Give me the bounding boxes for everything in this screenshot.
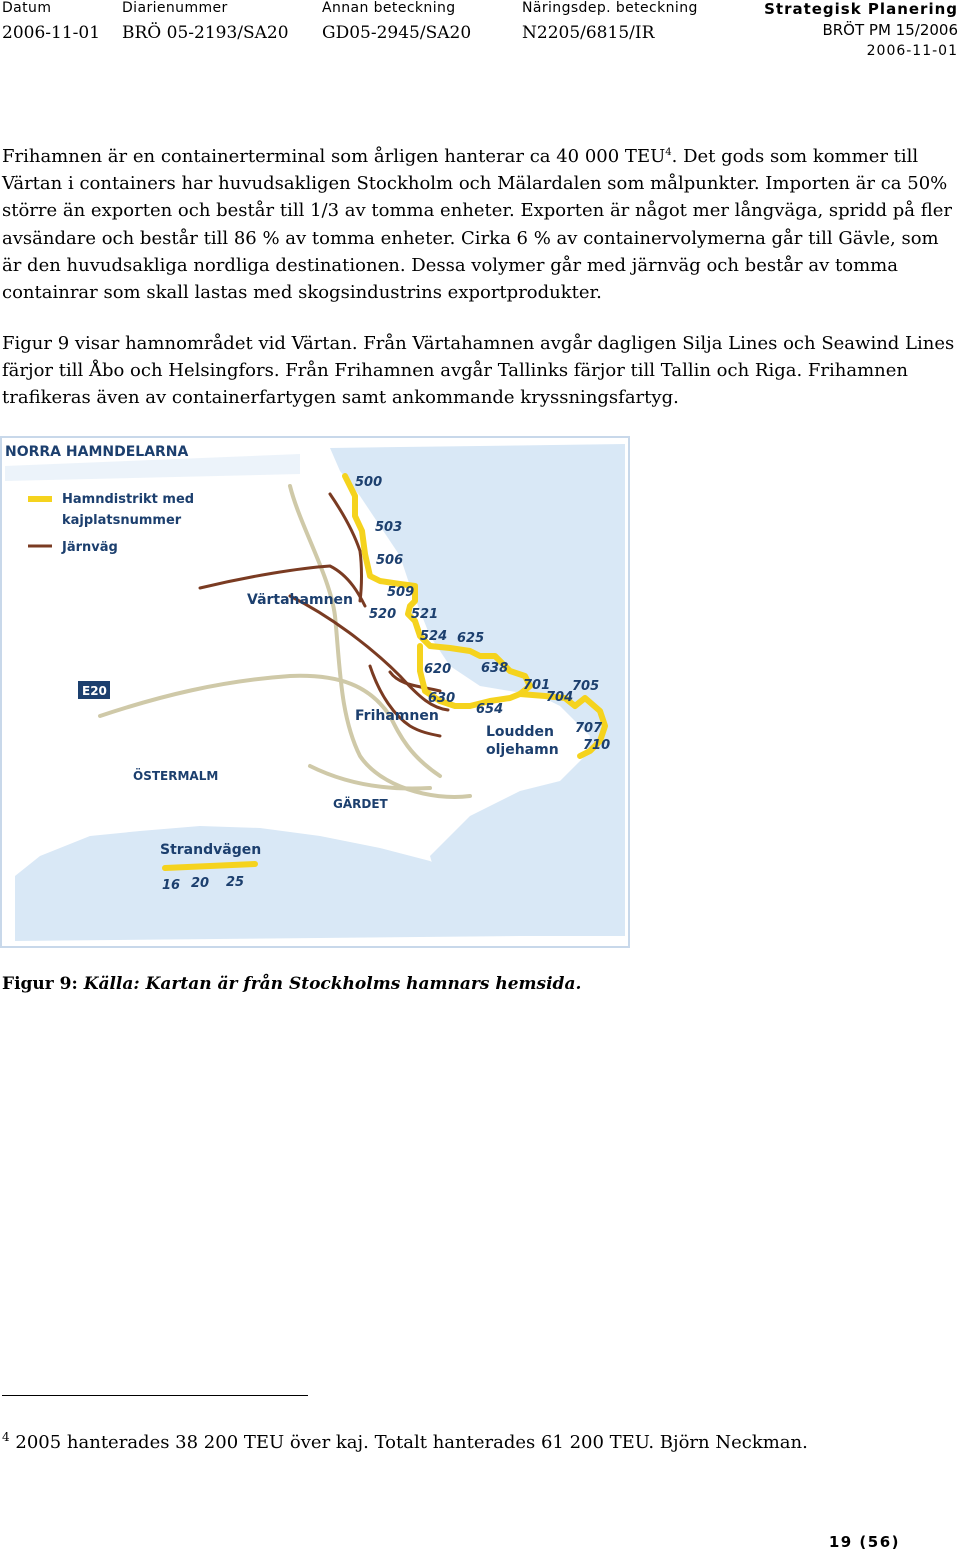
paragraph-text: Figur 9 visar hamnområdet vid Värtan. Från Värtahamnen avgår dagligen Silja Lines och Seawind Lines färjor till Åbo och Helsingfors. Från Frihamnen avgår Tallinks färjor till Tallin och Riga. Frihamnen trafikeras även av containerfartygen samt ankommande kryssningsfartyg. <box>2 333 955 409</box>
berth-25: 25 <box>226 875 245 890</box>
berth-521: 521 <box>411 607 439 622</box>
berth-707: 707 <box>575 721 603 736</box>
berth-509: 509 <box>387 585 415 600</box>
berth-520: 520 <box>369 607 397 622</box>
paragraph-frihamnen <box>2 143 958 306</box>
berth-710: 710 <box>583 738 611 753</box>
e20-label: E20 <box>82 684 107 698</box>
header-doc-id: BRÖT PM 15/2006 <box>822 21 958 39</box>
footnote-divider <box>2 1395 308 1396</box>
header-value-naringsdep: N2205/6815/IR <box>522 23 655 43</box>
legend-harbor-label-2: kajplatsnummer <box>62 513 182 528</box>
berth-503: 503 <box>375 520 403 535</box>
map-title: NORRA HAMNDELARNA <box>5 444 189 460</box>
header-label-annan-beteckning: Annan beteckning <box>322 0 456 16</box>
header-org: Strategisk Planering <box>764 0 958 18</box>
paragraph-text: Frihamnen är en containerterminal som årligen hanterar ca 40 000 TEU <box>2 146 666 167</box>
berth-500: 500 <box>355 475 383 490</box>
legend-rail-label: Järnväg <box>62 540 118 555</box>
berth-638: 638 <box>481 661 509 676</box>
footnote-number: 4 <box>2 1430 10 1444</box>
berth-705: 705 <box>572 679 600 694</box>
legend-harbor-label-1: Hamndistrikt med <box>62 492 195 507</box>
header-label-datum: Datum <box>2 0 52 16</box>
harbor-outline-strandvagen <box>165 864 255 868</box>
header-value-datum: 2006-11-01 <box>2 23 101 43</box>
figure-caption <box>2 974 581 994</box>
berth-654: 654 <box>476 702 504 717</box>
berth-625: 625 <box>457 631 485 646</box>
header-value-annan-beteckning: GD05-2945/SA20 <box>322 23 472 43</box>
berth-701: 701 <box>523 678 551 693</box>
caption-prefix: Figur 9: <box>2 974 78 994</box>
harbor-map <box>0 436 630 948</box>
place-ostermalm: ÖSTERMALM <box>133 769 219 783</box>
berth-630: 630 <box>428 691 456 706</box>
paragraph-figur-9 <box>2 330 958 412</box>
place-loudden-1: Loudden <box>486 724 555 740</box>
footnote <box>2 1432 808 1453</box>
place-vartahamnen: Värtahamnen <box>247 592 353 608</box>
page-number: 19 (56) <box>828 1533 900 1551</box>
berth-524: 524 <box>420 629 448 644</box>
berth-620: 620 <box>424 662 452 677</box>
header-label-diarienummer: Diarienummer <box>122 0 228 16</box>
footnote-ref[interactable]: 4 <box>665 147 672 158</box>
paragraph-text: . Det gods som kommer till Värtan i containers har huvudsakligen Stockholm och Mälardalen som målpunkter. Importen är ca 50% större än exporten och består till 1/3 av tomma enheter. Exporten är något mer långväga, spridd på fler avsändare och består till 86 % av tomma enheter. Cirka 6 % av containervolymerna går till Gävle, som är den huvudsakliga nordliga destinationen. Dessa volymer går med järnväg och består av tomma containrar som skall lastas med skogsindustrins exportprodukter. <box>2 146 953 304</box>
place-loudden-2: oljehamn <box>486 742 559 758</box>
header-value-diarienummer: BRÖ 05-2193/SA20 <box>122 23 289 43</box>
footnote-text: 2005 hanterades 38 200 TEU över kaj. Totalt hanterades 61 200 TEU. Björn Neckman. <box>15 1432 808 1453</box>
caption-text: Källa: Kartan är från Stockholms hamnars hemsida. <box>83 974 582 994</box>
berth-20: 20 <box>191 876 210 891</box>
berth-16: 16 <box>162 878 181 893</box>
place-frihamnen: Frihamnen <box>355 708 439 724</box>
header-label-naringsdep: Näringsdep. beteckning <box>522 0 698 16</box>
header-doc-date: 2006-11-01 <box>866 43 958 59</box>
berth-704: 704 <box>546 690 574 705</box>
place-strandvagen: Strandvägen <box>160 842 262 858</box>
berth-506: 506 <box>376 553 404 568</box>
place-gardet: GÄRDET <box>333 797 388 811</box>
